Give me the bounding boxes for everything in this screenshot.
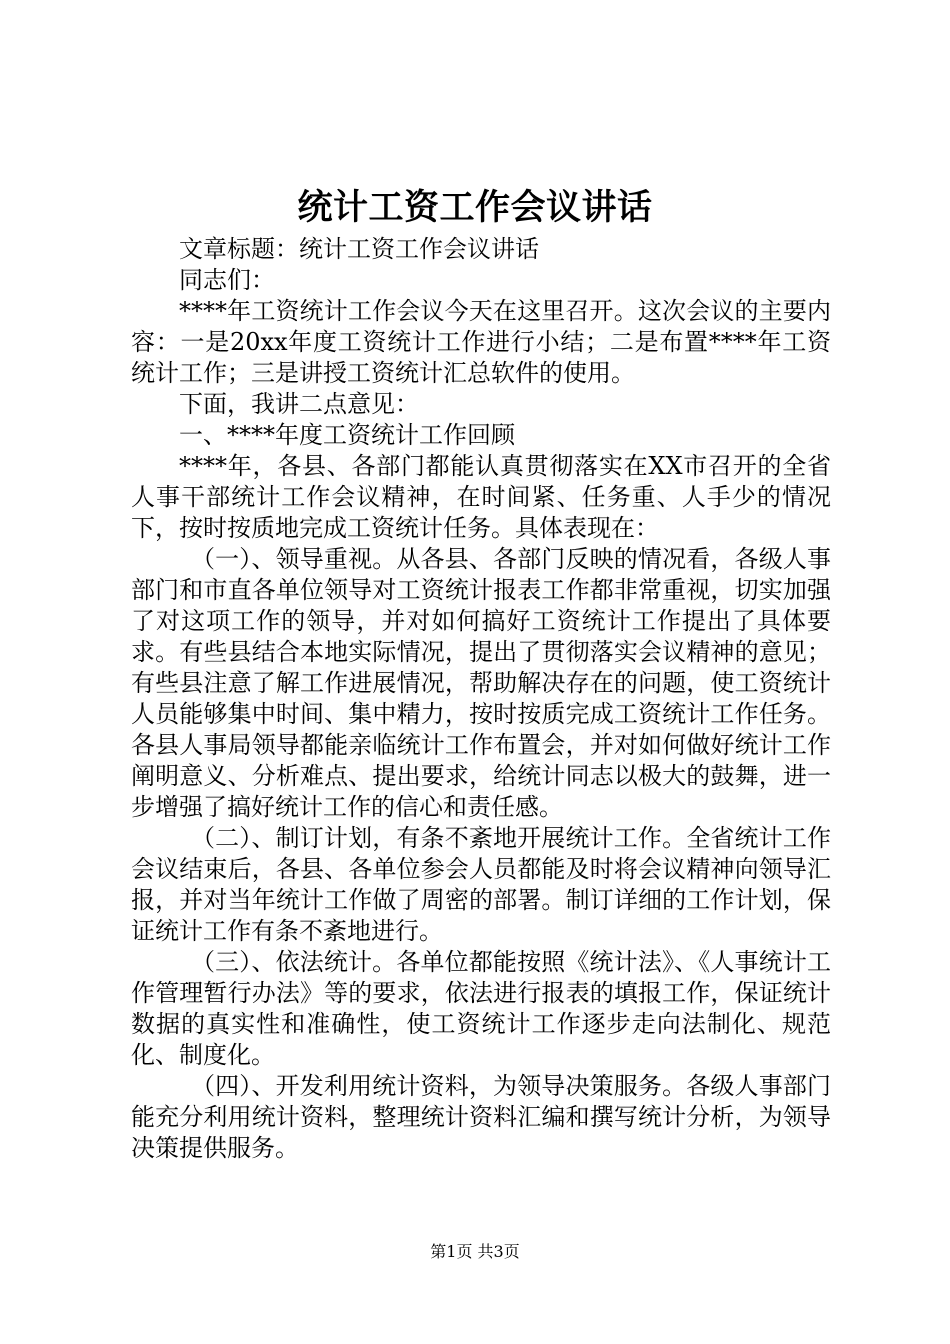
paragraph-point-3: （三）、依法统计。各单位都能按照《统计法》、《人事统计工作管理暂行办法》等的要求，依法进行报表的填报工作，保证统计数据的真实性和准确性，使工资统计工作逐步走向法制化、规范化、制度化。 (131, 948, 831, 1069)
paragraph-point-1: （一）、领导重视。从各县、各部门反映的情况看，各级人事部门和市直各单位领导对工资统计报表工作都非常重视，切实加强了对这项工作的领导，并对如何搞好工资统计工作提出了具体要求。有些县结合本地实际情况，提出了贯彻落实会议精神的意见；有些县注意了解工作进展情况，帮助解决存在的问题，使工资统计人员能够集中时间、集中精力，按时按质完成工资统计工作任务。各县人事局领导都能亲临统计工作布置会，并对如何做好统计工作阐明意义、分析难点、提出要求，给统计同志以极大的鼓舞，进一步增强了搞好统计工作的信心和责任感。 (131, 545, 831, 821)
paragraph-point-4: （四）、开发利用统计资料，为领导决策服务。各级人事部门能充分利用统计资料，整理统计资料汇编和撰写统计分析，为领导决策提供服务。 (131, 1072, 831, 1162)
paragraph-article-title: 文章标题：统计工资工作会议讲话 (179, 235, 539, 263)
paragraph-review-summary: ****年，各县、各部门都能认真贯彻落实在XX市召开的全省人事干部统计工作会议精神，在时间紧、任务重、人手少的情况下，按时按质地完成工资统计任务。具体表现在： (131, 452, 831, 542)
paragraph-salutation: 同志们： (179, 266, 275, 294)
document-body (131, 234, 831, 1164)
paragraph-intro: ****年工资统计工作会议今天在这里召开。这次会议的主要内容：一是20xx年度工资统计工作进行小结；二是布置****年工资统计工作；三是讲授工资统计汇总软件的使用。 (131, 297, 831, 387)
document-title: 统计工资工作会议讲话 (297, 187, 653, 228)
paragraph-opinions: 下面，我讲二点意见： (179, 390, 419, 418)
page-footer: 第1页 共3页 (430, 1242, 520, 1261)
paragraph-point-2: （二）、制订计划，有条不紊地开展统计工作。全省统计工作会议结束后，各县、各单位参会人员都能及时将会议精神向领导汇报，并对当年统计工作做了周密的部署。制订详细的工作计划，保证统计工作有条不紊地进行。 (131, 824, 831, 945)
section-heading-review: 一、****年度工资统计工作回顾 (179, 421, 515, 449)
